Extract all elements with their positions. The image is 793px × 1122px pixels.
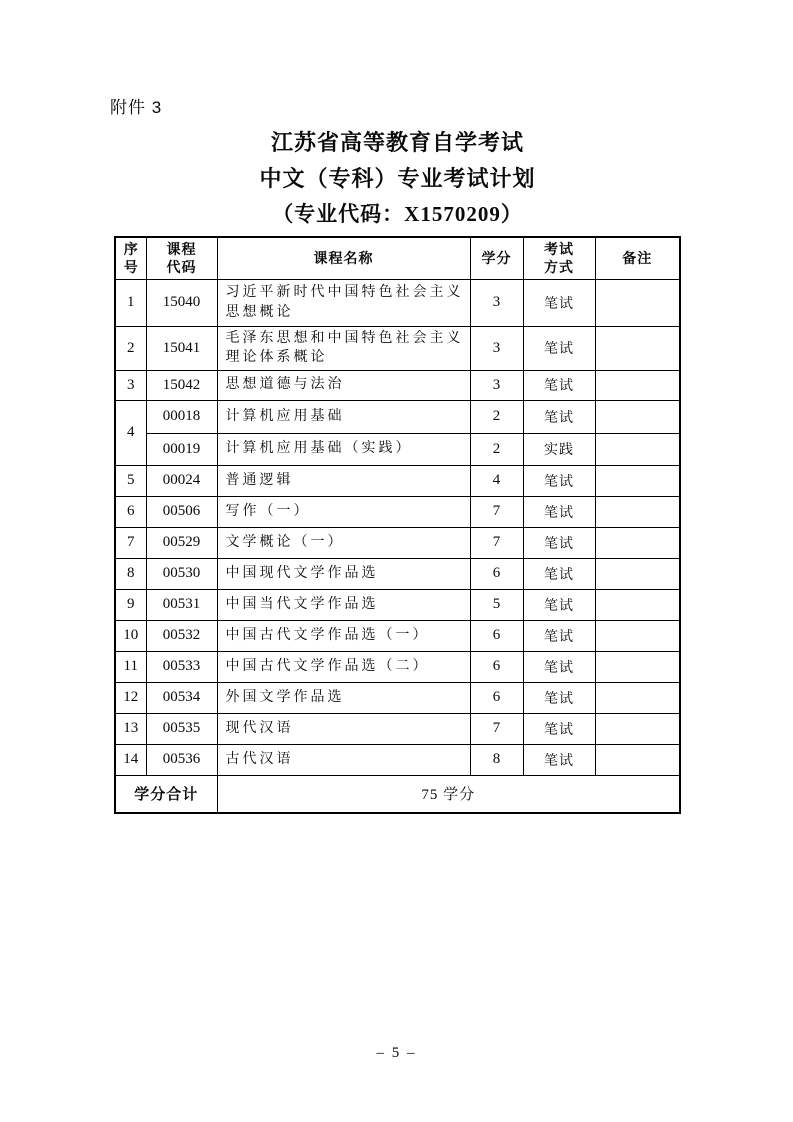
cell-credits: 6 bbox=[470, 682, 523, 713]
cell-exam-method: 笔试 bbox=[523, 651, 595, 682]
title-block bbox=[114, 131, 681, 239]
table-row bbox=[115, 713, 680, 744]
cell-seq: 2 bbox=[115, 326, 146, 370]
table-row bbox=[115, 370, 680, 400]
cell-course-code: 00530 bbox=[146, 558, 217, 589]
cell-exam-method: 笔试 bbox=[523, 527, 595, 558]
cell-course-code: 00536 bbox=[146, 744, 217, 775]
cell-credits: 5 bbox=[470, 589, 523, 620]
cell-exam-method: 笔试 bbox=[523, 620, 595, 651]
table-row bbox=[115, 433, 680, 465]
header-course-code: 课程代码 bbox=[146, 237, 217, 279]
cell-credits: 6 bbox=[470, 620, 523, 651]
cell-seq: 8 bbox=[115, 558, 146, 589]
cell-credits: 4 bbox=[470, 465, 523, 496]
cell-credits: 8 bbox=[470, 744, 523, 775]
document-subtitle: 中文（专科）专业考试计划 bbox=[259, 166, 536, 191]
cell-credits: 2 bbox=[470, 433, 523, 465]
cell-seq: 3 bbox=[115, 370, 146, 400]
cell-credits: 7 bbox=[470, 496, 523, 527]
table-row bbox=[115, 496, 680, 527]
cell-seq: 9 bbox=[115, 589, 146, 620]
cell-course-code: 15042 bbox=[146, 370, 217, 400]
header-seq: 序号 bbox=[115, 237, 146, 279]
cell-course-name: 外国文学作品选 bbox=[217, 682, 470, 713]
cell-credits: 6 bbox=[470, 651, 523, 682]
cell-course-name: 中国现代文学作品选 bbox=[217, 558, 470, 589]
cell-credits: 2 bbox=[470, 400, 523, 433]
cell-note bbox=[595, 558, 680, 589]
cell-exam-method: 笔试 bbox=[523, 496, 595, 527]
table-header-row bbox=[115, 237, 680, 279]
cell-credits: 6 bbox=[470, 558, 523, 589]
cell-exam-method: 笔试 bbox=[523, 326, 595, 370]
cell-note bbox=[595, 433, 680, 465]
cell-exam-method: 笔试 bbox=[523, 370, 595, 400]
cell-course-name: 计算机应用基础 bbox=[217, 400, 470, 433]
header-note: 备注 bbox=[595, 237, 680, 279]
cell-exam-method: 笔试 bbox=[523, 713, 595, 744]
header-exam-method: 考试方式 bbox=[523, 237, 595, 279]
table-row bbox=[115, 620, 680, 651]
table-row bbox=[115, 279, 680, 326]
cell-note bbox=[595, 682, 680, 713]
header-credits: 学分 bbox=[470, 237, 523, 279]
table-footer-row bbox=[115, 775, 680, 813]
cell-seq: 12 bbox=[115, 682, 146, 713]
table-row bbox=[115, 651, 680, 682]
cell-course-code: 00534 bbox=[146, 682, 217, 713]
table-row bbox=[115, 400, 680, 433]
cell-note bbox=[595, 465, 680, 496]
cell-note bbox=[595, 651, 680, 682]
cell-course-code: 00529 bbox=[146, 527, 217, 558]
cell-credits: 3 bbox=[470, 370, 523, 400]
cell-seq: 10 bbox=[115, 620, 146, 651]
total-credits-label: 学分合计 bbox=[115, 775, 217, 813]
cell-seq: 7 bbox=[115, 527, 146, 558]
cell-seq: 13 bbox=[115, 713, 146, 744]
cell-seq: 11 bbox=[115, 651, 146, 682]
cell-course-name: 中国古代文学作品选（一） bbox=[217, 620, 470, 651]
cell-note bbox=[595, 279, 680, 326]
cell-note bbox=[595, 620, 680, 651]
cell-credits: 3 bbox=[470, 279, 523, 326]
header-course-name: 课程名称 bbox=[217, 237, 470, 279]
cell-course-name: 中国古代文学作品选（二） bbox=[217, 651, 470, 682]
cell-course-name: 中国当代文学作品选 bbox=[217, 589, 470, 620]
cell-course-name: 毛泽东思想和中国特色社会主义理论体系概论 bbox=[217, 326, 470, 370]
cell-course-code: 00535 bbox=[146, 713, 217, 744]
cell-course-code: 00018 bbox=[146, 400, 217, 433]
cell-course-name: 现代汉语 bbox=[217, 713, 470, 744]
cell-exam-method: 笔试 bbox=[523, 558, 595, 589]
cell-note bbox=[595, 400, 680, 433]
page-number: – 5 – bbox=[376, 1045, 417, 1061]
cell-course-name: 写作（一） bbox=[217, 496, 470, 527]
cell-note bbox=[595, 370, 680, 400]
cell-seq: 14 bbox=[115, 744, 146, 775]
table-row bbox=[115, 326, 680, 370]
cell-course-code: 00531 bbox=[146, 589, 217, 620]
cell-course-name: 古代汉语 bbox=[217, 744, 470, 775]
cell-note bbox=[595, 589, 680, 620]
total-credits-value: 75 学分 bbox=[217, 775, 680, 813]
cell-course-code: 00024 bbox=[146, 465, 217, 496]
attachment-label: 附件 3 bbox=[110, 98, 163, 117]
table-row bbox=[115, 589, 680, 620]
cell-course-name: 计算机应用基础（实践） bbox=[217, 433, 470, 465]
cell-note bbox=[595, 744, 680, 775]
major-code-line: （专业代码：X1570209） bbox=[272, 202, 523, 226]
cell-course-name: 文学概论（一） bbox=[217, 527, 470, 558]
cell-note bbox=[595, 527, 680, 558]
cell-exam-method: 实践 bbox=[523, 433, 595, 465]
document-title: 江苏省高等教育自学考试 bbox=[270, 130, 524, 155]
cell-course-code: 00532 bbox=[146, 620, 217, 651]
cell-exam-method: 笔试 bbox=[523, 744, 595, 775]
table-row bbox=[115, 744, 680, 775]
cell-course-name: 普通逻辑 bbox=[217, 465, 470, 496]
cell-seq: 1 bbox=[115, 279, 146, 326]
cell-course-code: 15041 bbox=[146, 326, 217, 370]
cell-exam-method: 笔试 bbox=[523, 400, 595, 433]
cell-course-name: 习近平新时代中国特色社会主义思想概论 bbox=[217, 279, 470, 326]
cell-course-code: 15040 bbox=[146, 279, 217, 326]
cell-credits: 7 bbox=[470, 713, 523, 744]
cell-note bbox=[595, 326, 680, 370]
cell-note bbox=[595, 713, 680, 744]
cell-credits: 7 bbox=[470, 527, 523, 558]
cell-exam-method: 笔试 bbox=[523, 682, 595, 713]
table-row bbox=[115, 558, 680, 589]
cell-exam-method: 笔试 bbox=[523, 279, 595, 326]
cell-seq-merged: 4 bbox=[115, 400, 146, 465]
cell-course-code: 00506 bbox=[146, 496, 217, 527]
cell-course-name: 思想道德与法治 bbox=[217, 370, 470, 400]
cell-course-code: 00019 bbox=[146, 433, 217, 465]
course-plan-table bbox=[114, 236, 681, 814]
table-row bbox=[115, 527, 680, 558]
cell-exam-method: 笔试 bbox=[523, 465, 595, 496]
table-row bbox=[115, 465, 680, 496]
cell-seq: 6 bbox=[115, 496, 146, 527]
cell-note bbox=[595, 496, 680, 527]
cell-seq: 5 bbox=[115, 465, 146, 496]
table-row bbox=[115, 682, 680, 713]
cell-exam-method: 笔试 bbox=[523, 589, 595, 620]
cell-credits: 3 bbox=[470, 326, 523, 370]
cell-course-code: 00533 bbox=[146, 651, 217, 682]
